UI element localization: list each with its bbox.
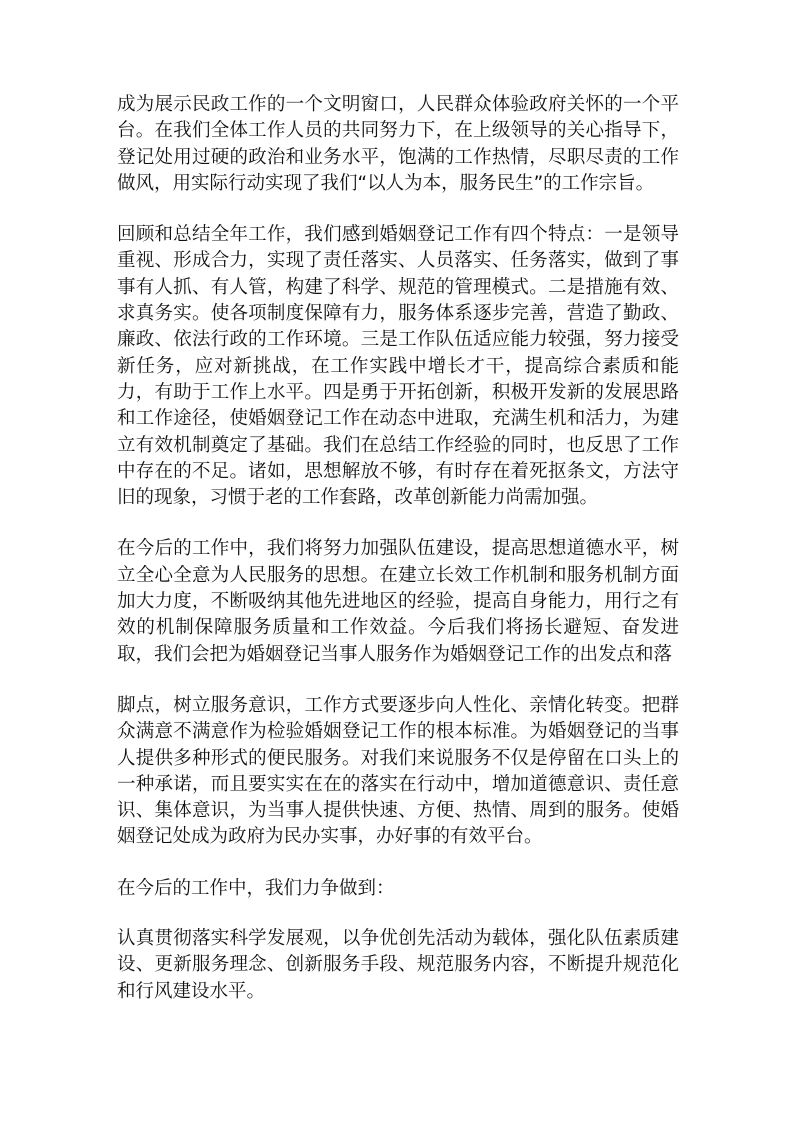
paragraph-3: 在今后的工作中，我们将努力加强队伍建设，提高思想道德水平，树立全心全意为人民服务的思想。在建立长效工作机制和服务机制方面加大力度，不断吸纳其他先进地区的经验，提高自身能力，用行之有效的机制保障服务质量和工作效益。今后我们将扬长避短、奋发进取，我们会把为婚姻登记当事人服务作为婚姻登记工作的出发点和落 [117, 538, 679, 665]
paragraph-4: 脚点，树立服务意识，工作方式要逐步向人性化、亲情化转变。把群众满意不满意作为检验婚姻登记工作的根本标准。为婚姻登记的当事人提供多种形式的便民服务。对我们来说服务不仅是停留在口头上的一种承诺，而且要实实在在的落实在行动中，增加道德意识、责任意识、集体意识，为当事人提供快速、方便、热情、周到的服务。使婚姻登记处成为政府为民办实事，办好事的有效平台。 [117, 694, 679, 848]
paragraph-6: 认真贯彻落实科学发展观，以争优创先活动为载体，强化队伍素质建设、更新服务理念、创新服务手段、规范服务内容，不断提升规范化和行风建设水平。 [117, 928, 679, 1002]
paragraph-1: 成为展示民政工作的一个文明窗口，人民群众体验政府关怀的一个平台。在我们全体工作人员的共同努力下，在上级领导的关心指导下，登记处用过硬的政治和业务水平，饱满的工作热情，尽职尽责的工作做风，用实际行动实现了我们“以人为本，服务民生”的工作宗旨。 [117, 94, 679, 194]
paragraph-5: 在今后的工作中，我们力争做到： [117, 877, 395, 899]
document-body [117, 92, 679, 1030]
paragraph-2: 回顾和总结全年工作，我们感到婚姻登记工作有四个特点：一是领导重视、形成合力，实现了责任落实、人员落实、任务落实，做到了事事有人抓、有人管，构建了科学、规范的管理模式。二是措施有效、求真务实。使各项制度保障有力，服务体系逐步完善，营造了勤政、廉政、依法行政的工作环境。三是工作队伍适应能力较强，努力接受新任务，应对新挑战，在工作实践中增长才干，提高综合素质和能力，有助于工作上水平。四是勇于开拓创新，积极开发新的发展思路和工作途径，使婚姻登记工作在动态中进取，充满生机和活力，为建立有效机制奠定了基础。我们在总结工作经验的同时，也反思了工作中存在的不足。诸如，思想解放不够，有时存在着死抠条文，方法守旧的现象，习惯于老的工作套路，改革创新能力尚需加强。 [117, 224, 679, 509]
